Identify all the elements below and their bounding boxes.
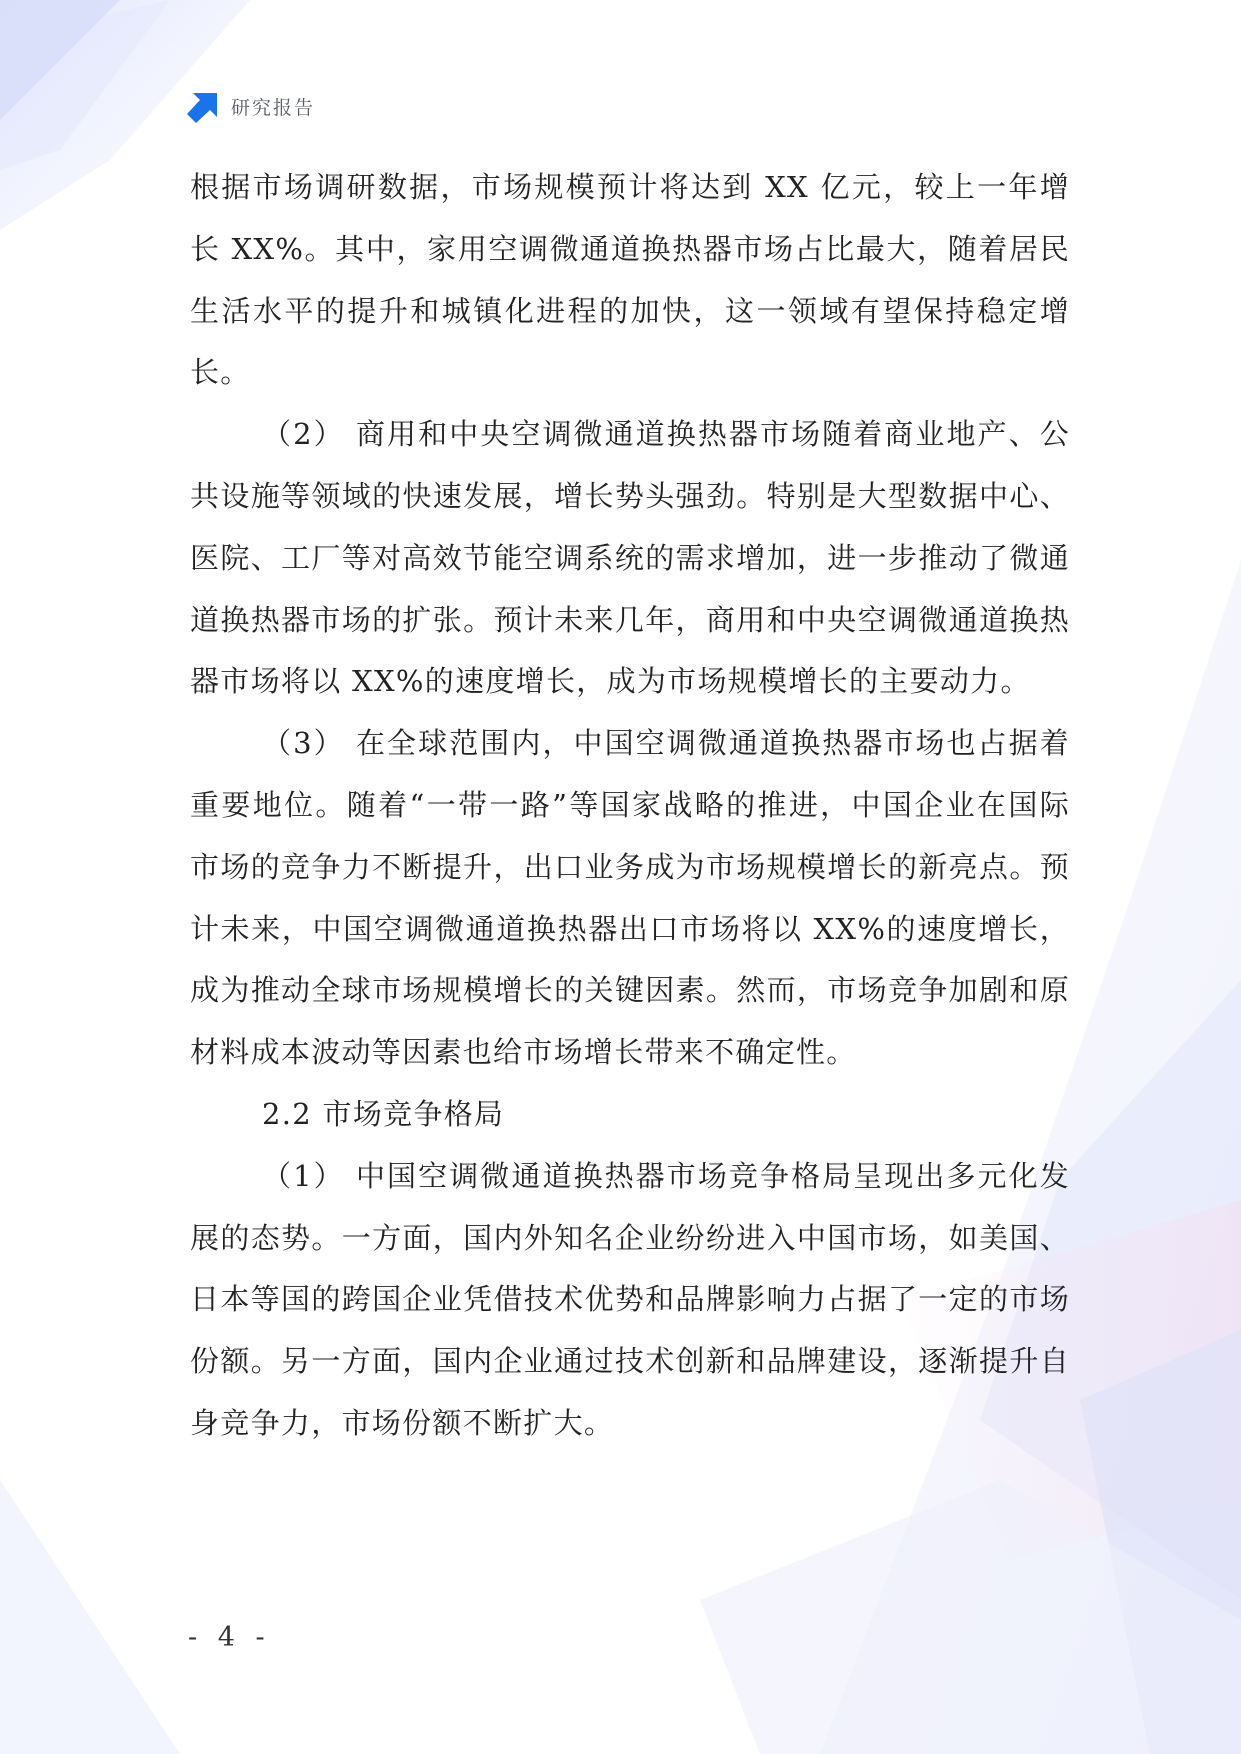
paragraph-3: （3） 在全球范围内，中国空调微通道换热器市场也占据着重要地位。随着“一带一路”等国家战略的推进，中国企业在国际市场的竞争力不断提升，出口业务成为市场规模增长的新亮点。预计未来，中国空调微通道换热器出口市场将以 XX%的速度增长，成为推动全球市场规模增长的关键因素。然而，市场竞争加剧和原材料成本波动等因素也给市场增长带来不确定性。 (190, 726, 1070, 1070)
report-header (187, 88, 315, 124)
paragraph-continuation: 根据市场调研数据，市场规模预计将达到 XX 亿元，较上一年增长 XX%。其中，家用空调微通道换热器市场占比最大，随着居民生活水平的提升和城镇化进程的加快，这一领域有望保持稳定增长。 (190, 170, 1070, 390)
header-title: 研究报告 (231, 96, 316, 119)
arrow-up-right-icon (187, 89, 221, 123)
page-number: - 4 - (188, 1622, 271, 1653)
document-body (190, 157, 1070, 1455)
paragraph-2: （2） 商用和中央空调微通道换热器市场随着商业地产、公共设施等领域的快速发展，增长势头强劲。特别是大型数据中心、医院、工厂等对高效节能空调系统的需求增加，进一步推动了微通道换热器市场的扩张。预计未来几年，商用和中央空调微通道换热器市场将以 XX%的速度增长，成为市场规模增长的主要动力。 (190, 417, 1070, 699)
section-paragraph-1: （1） 中国空调微通道换热器市场竞争格局呈现出多元化发展的态势。一方面，国内外知名企业纷纷进入中国市场，如美国、日本等国的跨国企业凭借技术优势和品牌影响力占据了一定的市场份额。另一方面，国内企业通过技术创新和品牌建设，逐渐提升自身竞争力，市场份额不断扩大。 (190, 1158, 1070, 1440)
section-heading: 2.2 市场竞争格局 (262, 1096, 505, 1131)
